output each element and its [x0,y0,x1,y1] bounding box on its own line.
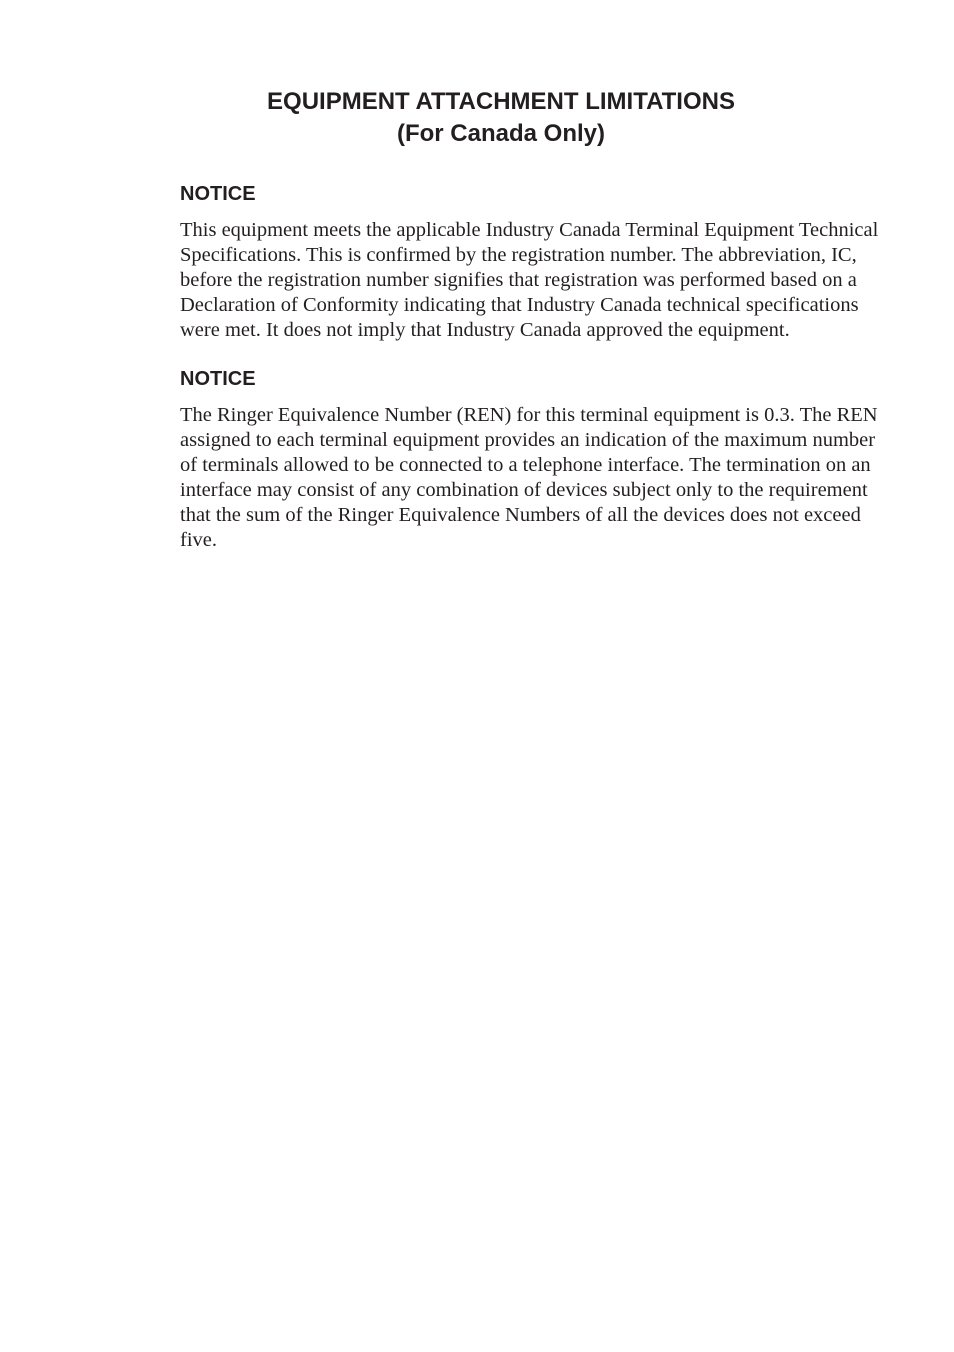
title-line-subtitle: (For Canada Only) [396,120,606,147]
notice-section-1 [180,182,880,343]
title-line-main: EQUIPMENT ATTACHMENT LIMITATIONS [267,88,735,115]
notice-body: The Ringer Equivalence Number (REN) for this terminal equipment is 0.3. The REN assigned to each terminal equipment provides an indication of the maximum number of terminals allowed to be connected to a telephone interface. The termination on an interface may consist of any combination of devices subject only to the requirement that the sum of the Ringer Equivalence Numbers of all the devices does not exceed five. [180,404,878,551]
notice-section-2 [180,367,880,553]
notice-body: This equipment meets the applicable Industry Canada Terminal Equipment Technical Specifications. This is confirmed by the registration number. The abbreviation, IC, before the registration number signifies that registration was performed based on a Declaration of Conformity indicating that Industry Canada technical specifications were met. It does not imply that Industry Canada approved the equipment. [180,219,879,341]
notice-heading: NOTICE [180,183,256,205]
notice-heading: NOTICE [180,368,256,390]
page-title [0,86,954,150]
document-content [180,182,880,577]
